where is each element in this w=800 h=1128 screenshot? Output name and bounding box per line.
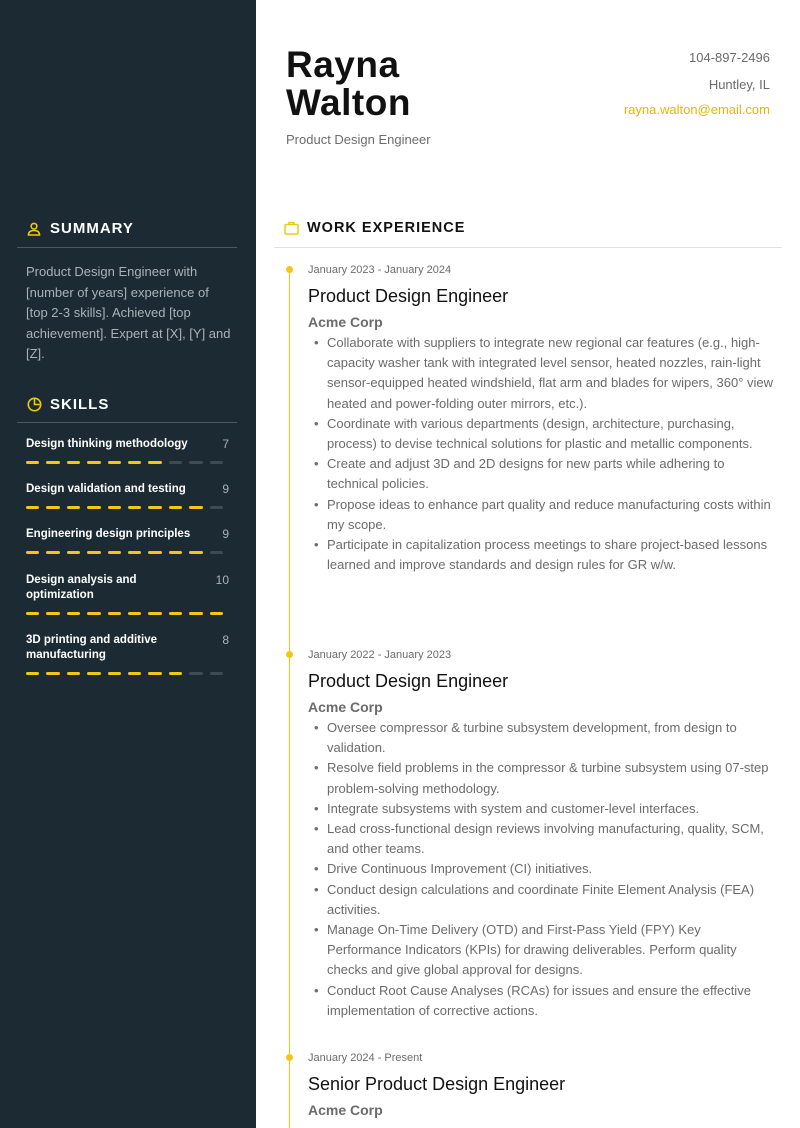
skill-rating-segment — [67, 551, 80, 554]
skill-item — [26, 437, 230, 464]
skill-rating-bar — [26, 551, 230, 554]
skill-rating-segment — [26, 551, 39, 554]
skill-rating-segment — [26, 461, 39, 464]
job-bullets — [308, 333, 773, 575]
job-title: Product Design Engineer — [308, 671, 509, 691]
skill-item — [26, 573, 230, 615]
skill-rating-segment — [148, 612, 161, 615]
skill-name: Engineering design principles — [26, 528, 191, 540]
job-bullet: • Collaborate with suppliers to integrate new regional car features (e.g., high-capacity washer tank with integrated level sensor, heated nozzles, rain-light sensor-equipped heated windshield, flat arm and blades for wipers, 360° view heated and power-folding outer mirrors, etc.). — [308, 333, 773, 414]
skill-rating-bar — [26, 461, 230, 464]
skill-rating-segment — [87, 461, 100, 464]
experience-title: WORK EXPERIENCE — [307, 220, 466, 236]
skill-rating-segment — [169, 461, 182, 464]
skill-rating-segment — [46, 612, 59, 615]
skill-rating-segment — [108, 461, 121, 464]
skill-rating-segment — [128, 461, 141, 464]
skill-rating-segment — [128, 612, 141, 615]
skill-score: 9 — [222, 482, 229, 496]
skill-rating-bar — [26, 506, 230, 509]
skill-rating-segment — [87, 612, 100, 615]
skill-rating-segment — [26, 672, 39, 675]
phone: 104-897-2496 — [689, 50, 770, 65]
role-title: Product Design Engineer — [286, 132, 431, 147]
skill-rating-segment — [169, 506, 182, 509]
skill-rating-segment — [189, 461, 202, 464]
job-title: Product Design Engineer — [308, 286, 509, 306]
briefcase-icon — [283, 220, 299, 236]
skill-rating-bar — [26, 612, 230, 615]
skill-rating-segment — [67, 461, 80, 464]
summary-title: SUMMARY — [50, 220, 134, 237]
skills-heading — [26, 396, 109, 413]
timeline-dot — [286, 1054, 293, 1061]
summary-heading — [26, 220, 134, 237]
experience-heading — [283, 220, 465, 236]
skill-rating-segment — [148, 461, 161, 464]
skill-rating-segment — [128, 551, 141, 554]
job-company: Acme Corp — [308, 314, 383, 330]
first-name: Rayna — [286, 44, 400, 85]
skill-row — [26, 573, 230, 603]
job-bullet: • Propose ideas to enhance part quality and reduce manufacturing costs within my scope. — [308, 495, 773, 535]
skill-name: Design analysis and optimization — [26, 574, 137, 601]
skill-rating-segment — [210, 612, 223, 615]
skill-rating-segment — [67, 506, 80, 509]
skill-item — [26, 482, 230, 509]
person-icon — [26, 221, 42, 237]
timeline-dot — [286, 651, 293, 658]
skill-score: 8 — [222, 633, 229, 647]
skill-rating-segment — [210, 551, 223, 554]
last-name: Walton — [286, 82, 411, 123]
skill-rating-segment — [210, 461, 223, 464]
skill-rating-segment — [148, 672, 161, 675]
timeline-line — [289, 269, 290, 1128]
skill-rating-segment — [148, 506, 161, 509]
skill-rating-segment — [128, 672, 141, 675]
job-title: Senior Product Design Engineer — [308, 1074, 566, 1094]
skill-rating-segment — [108, 506, 121, 509]
skill-rating-segment — [189, 672, 202, 675]
job-entry — [308, 648, 773, 1021]
skill-rating-bar — [26, 672, 230, 675]
skills-divider — [17, 422, 237, 423]
skill-rating-segment — [46, 672, 59, 675]
skill-rating-segment — [128, 506, 141, 509]
job-bullet: • Participate in capitalization process meetings to share project-based lessons learned and improve standards and design rules for GR w/w. — [308, 535, 773, 575]
skill-rating-segment — [189, 506, 202, 509]
skills-title: SKILLS — [50, 396, 110, 413]
job-bullet: • Manage On-Time Delivery (OTD) and First-Pass Yield (FPY) Key Performance Indicators (KPIs) for drawing deliverables. Perform quality checks and give global approval for designs. — [308, 920, 773, 981]
job-bullets — [308, 718, 773, 1021]
skill-rating-segment — [148, 551, 161, 554]
job-entry — [308, 1051, 773, 1121]
experience-divider — [274, 247, 782, 248]
job-bullet: • Lead cross-functional design reviews involving manufacturing, quality, SCM, and other teams. — [308, 819, 773, 859]
skill-name: Design thinking methodology — [26, 438, 188, 450]
job-bullet: • Integrate subsystems with system and customer-level interfaces. — [308, 799, 773, 819]
skill-rating-segment — [169, 612, 182, 615]
skill-name: 3D printing and additive manufacturing — [26, 634, 157, 661]
skill-rating-segment — [210, 506, 223, 509]
skill-score: 10 — [215, 573, 229, 587]
pie-chart-icon — [26, 397, 42, 413]
skill-rating-segment — [108, 551, 121, 554]
job-dates: January 2022 - January 2023 — [308, 649, 452, 661]
skill-rating-segment — [189, 612, 202, 615]
skill-rating-segment — [26, 612, 39, 615]
skill-rating-segment — [169, 551, 182, 554]
skill-rating-segment — [46, 551, 59, 554]
skill-score: 7 — [222, 437, 229, 451]
skill-rating-segment — [108, 672, 121, 675]
skill-rating-segment — [67, 672, 80, 675]
summary-divider — [17, 247, 237, 248]
job-entry — [308, 263, 773, 575]
skill-name: Design validation and testing — [26, 483, 186, 495]
skill-rating-segment — [87, 672, 100, 675]
skill-row — [26, 527, 230, 542]
skill-row — [26, 633, 230, 663]
skill-rating-segment — [87, 506, 100, 509]
skill-rating-segment — [108, 612, 121, 615]
job-bullet: • Oversee compressor & turbine subsystem development, from design to validation. — [308, 718, 773, 758]
skill-score: 9 — [222, 527, 229, 541]
job-dates: January 2024 - Present — [308, 1052, 423, 1064]
skill-row — [26, 437, 230, 452]
skill-rating-segment — [26, 506, 39, 509]
job-bullet: • Conduct Root Cause Analyses (RCAs) for issues and ensure the effective implementation of corrective actions. — [308, 981, 773, 1021]
skill-row — [26, 482, 230, 497]
skill-rating-segment — [210, 672, 223, 675]
skill-rating-segment — [169, 672, 182, 675]
skill-rating-segment — [87, 551, 100, 554]
job-bullet: • Create and adjust 3D and 2D designs for new parts while adhering to technical policies. — [308, 454, 773, 494]
skill-rating-segment — [46, 506, 59, 509]
skill-rating-segment — [46, 461, 59, 464]
job-bullet: • Drive Continuous Improvement (CI) initiatives. — [308, 859, 773, 879]
job-dates: January 2023 - January 2024 — [308, 264, 452, 276]
job-bullet: • Coordinate with various departments (design, architecture, purchasing, process) to devise technical solutions for plastic and metallic components. — [308, 414, 773, 454]
job-bullet: • Conduct design calculations and coordinate Finite Element Analysis (FEA) activities. — [308, 880, 773, 920]
summary-text: Product Design Engineer with [number of years] experience of [top 2-3 skills]. Achieved [top achievement]. Expert at [X], [Y] and [Z]. — [26, 264, 231, 361]
timeline-dot — [286, 266, 293, 273]
skill-rating-segment — [67, 612, 80, 615]
skill-item — [26, 527, 230, 554]
job-bullet: • Resolve field problems in the compressor & turbine subsystem using 07-step problem-solving methodology. — [308, 758, 773, 798]
skill-rating-segment — [189, 551, 202, 554]
location: Huntley, IL — [708, 77, 770, 92]
email-link[interactable]: rayna.walton@email.com — [623, 102, 770, 117]
sidebar — [0, 0, 256, 1128]
full-name — [286, 46, 411, 122]
job-company: Acme Corp — [308, 699, 383, 715]
job-company: Acme Corp — [308, 1102, 383, 1118]
skill-item — [26, 633, 230, 675]
